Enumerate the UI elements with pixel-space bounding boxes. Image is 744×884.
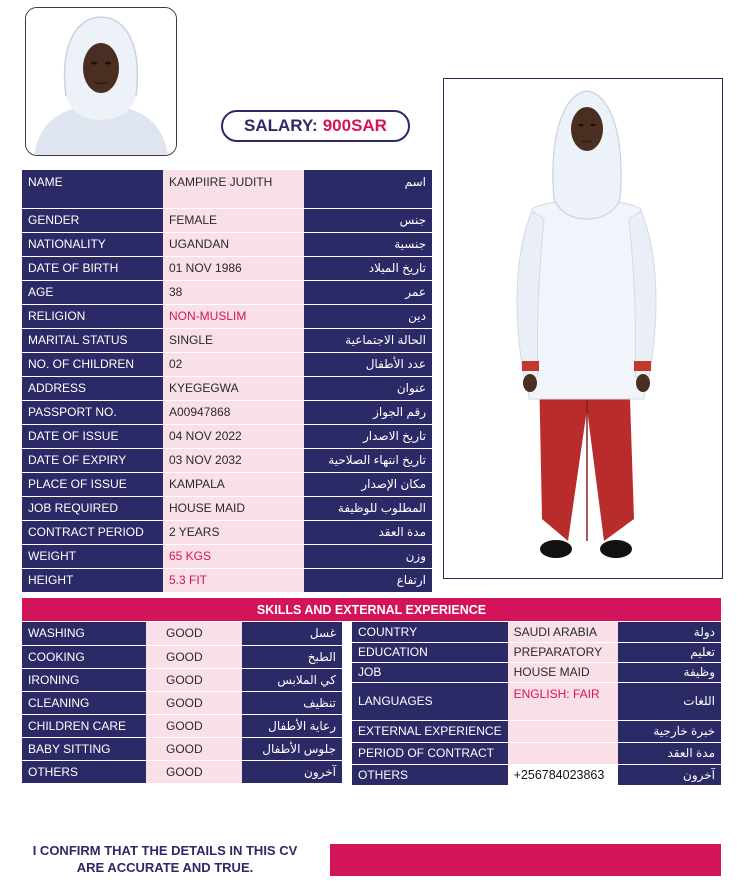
field-label-arabic: عنوان <box>304 376 432 400</box>
field-value: 02 <box>163 352 304 376</box>
personal-row <box>22 280 432 304</box>
experience-row <box>352 742 721 764</box>
field-label-arabic: عدد الأطفال <box>304 352 432 376</box>
personal-row <box>22 424 432 448</box>
personal-row <box>22 170 432 208</box>
field-label: RELIGION <box>22 304 163 328</box>
skill-rating: GOOD <box>146 714 242 737</box>
salary-value: 900SAR <box>322 116 387 135</box>
personal-row <box>22 328 432 352</box>
field-label: HEIGHT <box>22 568 163 592</box>
field-label-arabic: جنسية <box>304 232 432 256</box>
field-value: 38 <box>163 280 304 304</box>
field-value: KAMPALA <box>163 472 304 496</box>
field-label: NATIONALITY <box>22 232 163 256</box>
personal-row <box>22 520 432 544</box>
field-label-arabic: تاريخ انتهاء الصلاحية <box>304 448 432 472</box>
field-label: PLACE OF ISSUE <box>22 472 163 496</box>
skill-rating: GOOD <box>146 737 242 760</box>
skill-row <box>22 714 342 737</box>
full-length-photo <box>443 78 723 579</box>
skill-rating: GOOD <box>146 645 242 668</box>
skill-label: WASHING <box>22 622 146 645</box>
field-label: NO. OF CHILDREN <box>22 352 163 376</box>
field-value: 01 NOV 1986 <box>163 256 304 280</box>
personal-row <box>22 544 432 568</box>
field-value: 2 YEARS <box>163 520 304 544</box>
skill-rating: GOOD <box>146 622 242 645</box>
experience-label: LANGUAGES <box>352 682 508 720</box>
experience-label-arabic: آخرون <box>618 764 721 785</box>
experience-label-arabic: وظيفة <box>618 662 721 682</box>
experience-value <box>508 720 618 742</box>
personal-row <box>22 472 432 496</box>
experience-value: ENGLISH: FAIR <box>508 682 618 720</box>
field-label: AGE <box>22 280 163 304</box>
personal-row <box>22 448 432 472</box>
personal-row <box>22 400 432 424</box>
field-value: UGANDAN <box>163 232 304 256</box>
field-value: 65 KGS <box>163 544 304 568</box>
field-label: WEIGHT <box>22 544 163 568</box>
experience-row <box>352 662 721 682</box>
experience-value: HOUSE MAID <box>508 662 618 682</box>
skill-rating: GOOD <box>146 691 242 714</box>
experience-label: EDUCATION <box>352 642 508 662</box>
experience-label: EXTERNAL EXPERIENCE <box>352 720 508 742</box>
experience-row <box>352 764 721 785</box>
experience-label-arabic: اللغات <box>618 682 721 720</box>
experience-label: COUNTRY <box>352 622 508 642</box>
field-label-arabic: رقم الجواز <box>304 400 432 424</box>
personal-row <box>22 376 432 400</box>
field-label-arabic: ارتفاع <box>304 568 432 592</box>
experience-label-arabic: خبرة خارجية <box>618 720 721 742</box>
experience-value: PREPARATORY <box>508 642 618 662</box>
experience-value: SAUDI ARABIA <box>508 622 618 642</box>
field-label: CONTRACT PERIOD <box>22 520 163 544</box>
personal-row <box>22 256 432 280</box>
field-label-arabic: مدة العقد <box>304 520 432 544</box>
field-label: MARITAL STATUS <box>22 328 163 352</box>
skills-section-title: SKILLS AND EXTERNAL EXPERIENCE <box>22 598 721 621</box>
field-label: ADDRESS <box>22 376 163 400</box>
skill-label: IRONING <box>22 668 146 691</box>
skill-label: COOKING <box>22 645 146 668</box>
field-label-arabic: تاريخ الميلاد <box>304 256 432 280</box>
skill-label-arabic: غسل <box>242 622 342 645</box>
experience-value <box>508 742 618 764</box>
skill-row <box>22 691 342 714</box>
skill-label-arabic: تنظيف <box>242 691 342 714</box>
experience-row <box>352 720 721 742</box>
field-value: 03 NOV 2032 <box>163 448 304 472</box>
personal-row <box>22 208 432 232</box>
skill-row <box>22 622 342 645</box>
field-value: A00947868 <box>163 400 304 424</box>
confirmation-statement: I CONFIRM THAT THE DETAILS IN THIS CV ARE ACCURATE AND TRUE. <box>32 843 298 875</box>
field-label-arabic: دين <box>304 304 432 328</box>
skill-row <box>22 645 342 668</box>
experience-label: PERIOD OF CONTRACT <box>352 742 508 764</box>
field-value: KAMPIIRE JUDITH <box>163 170 304 208</box>
experience-label-arabic: دولة <box>618 622 721 642</box>
field-label: GENDER <box>22 208 163 232</box>
experience-label-arabic: تعليم <box>618 642 721 662</box>
field-label-arabic: جنس <box>304 208 432 232</box>
skill-label-arabic: كي الملابس <box>242 668 342 691</box>
personal-row <box>22 496 432 520</box>
skill-label: CLEANING <box>22 691 146 714</box>
personal-row <box>22 232 432 256</box>
salary-badge <box>221 110 410 142</box>
field-value: HOUSE MAID <box>163 496 304 520</box>
experience-row <box>352 642 721 662</box>
field-label-arabic: المطلوب للوظيفة <box>304 496 432 520</box>
skill-row <box>22 668 342 691</box>
field-value: SINGLE <box>163 328 304 352</box>
field-label-arabic: تاريخ الاصدار <box>304 424 432 448</box>
field-label: NAME <box>22 170 163 208</box>
skill-rating: GOOD <box>146 668 242 691</box>
field-label-arabic: عمر <box>304 280 432 304</box>
experience-label: JOB <box>352 662 508 682</box>
experience-row <box>352 682 721 720</box>
experience-row <box>352 622 721 642</box>
field-value: 5.3 FIT <box>163 568 304 592</box>
field-value: 04 NOV 2022 <box>163 424 304 448</box>
experience-label: OTHERS <box>352 764 508 785</box>
field-value: NON-MUSLIM <box>163 304 304 328</box>
skill-label-arabic: آخرون <box>242 760 342 783</box>
field-label-arabic: وزن <box>304 544 432 568</box>
field-value: FEMALE <box>163 208 304 232</box>
skill-label-arabic: الطبخ <box>242 645 342 668</box>
field-label: DATE OF ISSUE <box>22 424 163 448</box>
skill-label-arabic: رعاية الأطفال <box>242 714 342 737</box>
skill-label: OTHERS <box>22 760 146 783</box>
passport-photo <box>25 7 177 156</box>
skill-label: BABY SITTING <box>22 737 146 760</box>
skill-rating: GOOD <box>146 760 242 783</box>
field-label-arabic: مكان الإصدار <box>304 472 432 496</box>
skill-label: CHILDREN CARE <box>22 714 146 737</box>
experience-label-arabic: مدة العقد <box>618 742 721 764</box>
personal-row <box>22 304 432 328</box>
skill-label-arabic: جلوس الأطفال <box>242 737 342 760</box>
field-label-arabic: اسم <box>304 170 432 208</box>
personal-row <box>22 568 432 592</box>
field-label: DATE OF BIRTH <box>22 256 163 280</box>
skill-row <box>22 737 342 760</box>
field-label-arabic: الحالة الاجتماعية <box>304 328 432 352</box>
personal-details-table <box>22 170 432 593</box>
field-label: DATE OF EXPIRY <box>22 448 163 472</box>
salary-label: SALARY: <box>244 116 318 135</box>
field-label: PASSPORT NO. <box>22 400 163 424</box>
skill-row <box>22 760 342 783</box>
field-value: KYEGEGWA <box>163 376 304 400</box>
experience-table <box>352 622 721 786</box>
signature-bar <box>330 844 721 876</box>
personal-row <box>22 352 432 376</box>
skills-table <box>22 622 342 784</box>
field-label: JOB REQUIRED <box>22 496 163 520</box>
experience-value: +256784023863 <box>508 764 618 785</box>
